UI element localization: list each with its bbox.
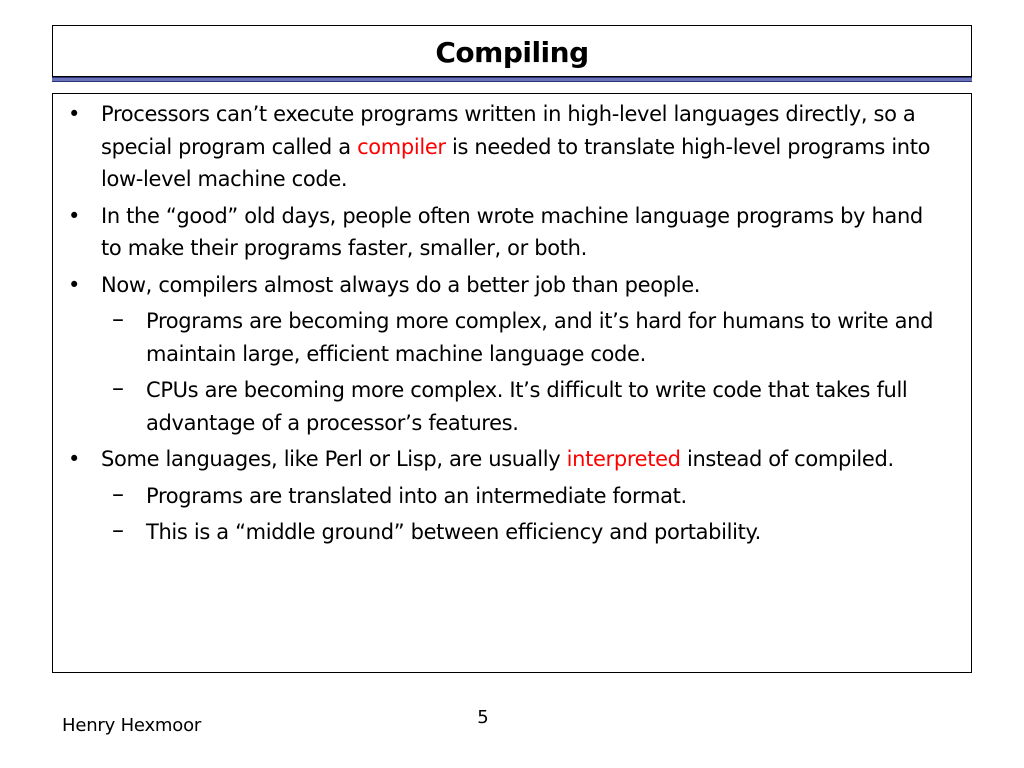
sub-bullet-item	[112, 516, 946, 549]
content-box	[52, 93, 972, 673]
bullet-text: Now, compilers almost always do a better job than people.	[101, 272, 701, 297]
sub-bullet-item	[112, 479, 946, 513]
title-divider-bar	[52, 77, 972, 82]
bullet-text: Some languages, like Perl or Lisp, are usually	[101, 447, 567, 471]
bullet-marker: •	[68, 102, 81, 126]
bullet-marker: •	[68, 272, 81, 297]
bullet-item	[68, 98, 941, 196]
dash-marker: –	[112, 479, 124, 508]
bullet-list	[53, 98, 973, 553]
page-number: 5	[477, 707, 489, 728]
bullet-text: CPUs are becoming more complex. It’s difficult to write code that takes full advantage of a processor’s features.	[146, 378, 908, 435]
dash-marker: –	[112, 305, 124, 333]
bullet-item	[68, 200, 941, 265]
dash-marker: –	[112, 374, 124, 402]
sub-bullet-item	[112, 374, 946, 439]
bullet-item	[68, 269, 941, 302]
bullet-text: In the “good” old days, people often wrote machine language programs by hand to make their programs faster, smaller, or both.	[101, 203, 923, 260]
bullet-item	[68, 443, 941, 476]
bullet-text: is needed to translate high-level programs into low-level machine code.	[101, 134, 931, 191]
bullet-text: Programs are becoming more complex, and it’s hard for humans to write and maintain large, efficient machine language code.	[146, 309, 934, 366]
bullet-marker: •	[68, 447, 81, 471]
bullet-text: Programs are translated into an intermediate format.	[146, 483, 687, 508]
highlighted-term: interpreted	[566, 447, 681, 471]
bullet-marker: •	[68, 203, 81, 228]
highlighted-term: compiler	[357, 134, 446, 159]
bullet-text: instead of compiled.	[680, 447, 894, 471]
slide-title: Compiling	[435, 36, 589, 69]
bullet-text: Processors can’t execute programs written in high-level languages directly, so a special program called a	[101, 102, 916, 159]
footer-author: Henry Hexmoor	[62, 715, 202, 736]
sub-bullet-item	[112, 305, 946, 370]
bullet-text: This is a “middle ground” between efficiency and portability.	[146, 520, 761, 544]
title-box	[52, 25, 972, 77]
dash-marker: –	[112, 516, 124, 544]
